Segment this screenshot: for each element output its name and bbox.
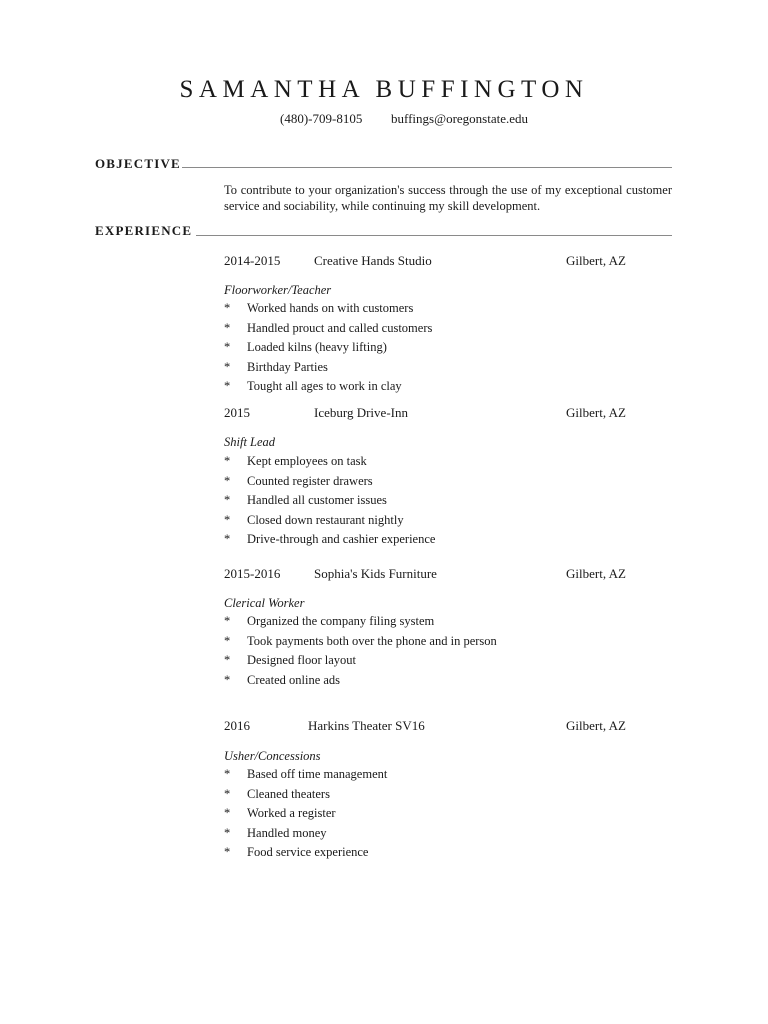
bullet-marker: * bbox=[224, 340, 231, 354]
list-item bbox=[224, 472, 435, 492]
candidate-name: SAMANTHA BUFFINGTON bbox=[179, 76, 589, 103]
duty-text: Handled prouct and called customers bbox=[247, 320, 433, 335]
duty-text: Handled money bbox=[247, 825, 327, 840]
duty-text: Created online ads bbox=[247, 672, 341, 687]
job-role: Floorworker/Teacher bbox=[224, 283, 332, 297]
job-company: Creative Hands Studio bbox=[314, 253, 432, 268]
phone-number: (480)-709-8105 bbox=[280, 111, 363, 126]
job-role: Usher/Concessions bbox=[224, 749, 321, 763]
job-entry bbox=[224, 253, 684, 273]
duty-text: Worked a register bbox=[247, 806, 336, 820]
email-address: buffings@oregonstate.edu bbox=[391, 111, 529, 126]
job-location: Gilbert, AZ bbox=[566, 253, 626, 268]
experience-divider bbox=[196, 235, 672, 236]
duty-text: Counted register drawers bbox=[247, 473, 373, 488]
list-item bbox=[224, 338, 432, 358]
list-item bbox=[224, 632, 497, 652]
duty-text: Handled all customer issues bbox=[247, 493, 387, 507]
job-date: 2015 bbox=[224, 405, 250, 420]
bullet-marker: * bbox=[224, 633, 231, 648]
bullet-marker: * bbox=[224, 359, 231, 374]
duty-text: Closed down restaurant nightly bbox=[247, 512, 404, 527]
job-location: Gilbert, AZ bbox=[566, 566, 626, 581]
duty-text: Loaded kilns (heavy lifting) bbox=[247, 340, 387, 354]
job-company: Sophia's Kids Furniture bbox=[314, 566, 437, 581]
duty-text: Tought all ages to work in clay bbox=[247, 379, 402, 393]
bullet-marker: * bbox=[224, 806, 231, 820]
job-date: 2014-2015 bbox=[224, 253, 281, 268]
bullet-marker: * bbox=[224, 473, 231, 488]
bullet-marker: * bbox=[224, 845, 231, 859]
job-entry bbox=[224, 718, 684, 738]
bullet-marker: * bbox=[224, 301, 231, 315]
experience-heading: EXPERIENCE bbox=[95, 223, 193, 238]
list-item bbox=[224, 843, 387, 863]
bullet-marker: * bbox=[224, 454, 231, 468]
duty-text: Drive-through and cashier experience bbox=[247, 532, 436, 546]
list-item bbox=[224, 319, 432, 339]
list-item bbox=[224, 511, 435, 531]
list-item bbox=[224, 530, 435, 550]
objective-divider bbox=[182, 167, 672, 168]
job-role: Clerical Worker bbox=[224, 596, 305, 610]
list-item bbox=[224, 765, 387, 785]
objective-heading: OBJECTIVE bbox=[95, 156, 181, 171]
job-entry bbox=[224, 566, 684, 586]
job-company: Harkins Theater SV16 bbox=[308, 718, 425, 733]
bullet-marker: * bbox=[224, 512, 231, 527]
bullet-marker: * bbox=[224, 493, 231, 507]
bullet-marker: * bbox=[224, 767, 231, 781]
bullet-marker: * bbox=[224, 653, 231, 667]
job-location: Gilbert, AZ bbox=[566, 405, 626, 420]
list-item bbox=[224, 491, 435, 511]
bullet-marker: * bbox=[224, 379, 231, 393]
duty-text: Birthday Parties bbox=[247, 359, 328, 374]
job-role: Shift Lead bbox=[224, 435, 276, 449]
duty-text: Organized the company filing system bbox=[247, 614, 435, 628]
job-location: Gilbert, AZ bbox=[566, 718, 626, 733]
bullet-marker: * bbox=[224, 532, 231, 546]
duty-text: Kept employees on task bbox=[247, 454, 367, 468]
duty-text: Food service experience bbox=[247, 845, 369, 859]
bullet-marker: * bbox=[224, 320, 231, 335]
list-item bbox=[224, 612, 497, 632]
job-date: 2016 bbox=[224, 718, 250, 733]
job-date: 2015-2016 bbox=[224, 566, 281, 581]
list-item bbox=[224, 671, 497, 691]
list-item bbox=[224, 651, 497, 671]
list-item bbox=[224, 299, 432, 319]
bullet-marker: * bbox=[224, 786, 231, 801]
list-item bbox=[224, 804, 387, 824]
job-duties-list bbox=[224, 765, 387, 863]
bullet-marker: * bbox=[224, 672, 231, 687]
job-duties-list bbox=[224, 612, 497, 690]
duty-text: Based off time management bbox=[247, 767, 388, 781]
list-item bbox=[224, 785, 387, 805]
bullet-marker: * bbox=[224, 825, 231, 840]
list-item bbox=[224, 452, 435, 472]
bullet-marker: * bbox=[224, 614, 231, 628]
list-item bbox=[224, 824, 387, 844]
duty-text: Cleaned theaters bbox=[247, 786, 330, 801]
duty-text: Designed floor layout bbox=[247, 653, 357, 667]
job-company: Iceburg Drive-Inn bbox=[314, 405, 408, 420]
duty-text: Worked hands on with customers bbox=[247, 301, 414, 315]
objective-text: To contribute to your organization's success through the use of my exceptional customer service and sociability, while continuing my skill development. bbox=[224, 183, 672, 213]
list-item bbox=[224, 377, 432, 397]
list-item bbox=[224, 358, 432, 378]
job-entry bbox=[224, 405, 684, 425]
duty-text: Took payments both over the phone and in person bbox=[247, 633, 497, 648]
job-duties-list bbox=[224, 452, 435, 550]
job-duties-list bbox=[224, 299, 432, 397]
